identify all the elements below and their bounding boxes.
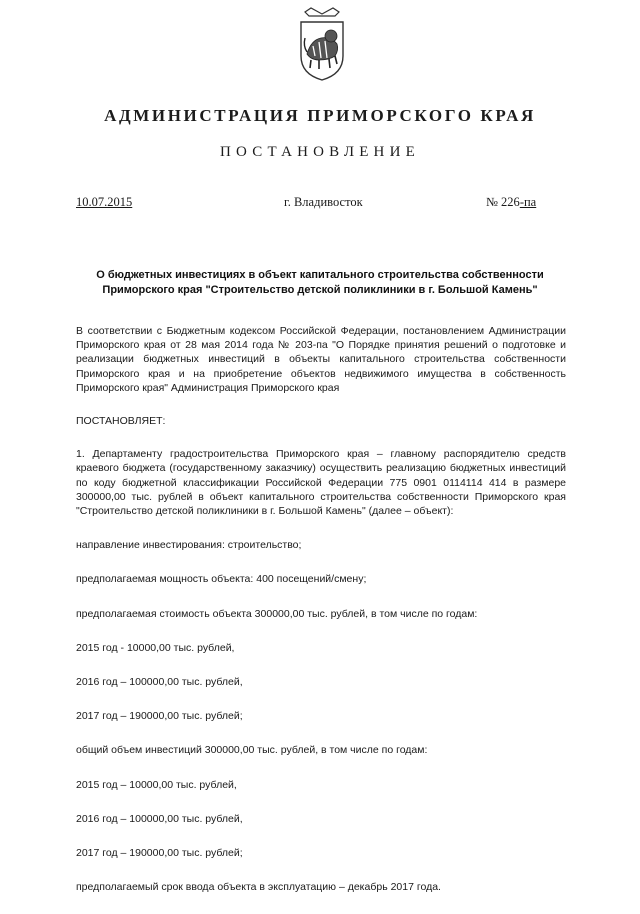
document-number-suffix: -па — [519, 195, 537, 209]
document-city: г. Владивосток — [284, 195, 363, 209]
list-item: общий объем инвестиций 300000,00 тыс. рублей, в том числе по годам: — [76, 744, 428, 757]
list-item: предполагаемая стоимость объекта 300000,00 тыс. рублей, в том числе по годам: — [76, 607, 478, 620]
document-date: 10.07.2015 — [76, 195, 133, 209]
list-item: предполагаемая мощность объекта: 400 посещений/смену; — [76, 573, 367, 586]
document-body — [76, 324, 566, 914]
document-number — [486, 195, 536, 210]
document-heading — [70, 268, 570, 298]
heading-line-1: О бюджетных инвестициях в объект капитального строительства собственности — [96, 269, 544, 281]
organization-title: АДМИНИСТРАЦИЯ ПРИМОРСКОГО КРАЯ — [104, 106, 536, 125]
document-type: ПОСТАНОВЛЕНИЕ — [220, 144, 420, 160]
list-item: 2016 год – 100000,00 тыс. рублей, — [76, 812, 243, 825]
document-number-prefix: № 226 — [486, 195, 520, 209]
list-item: 2017 год – 190000,00 тыс. рублей; — [76, 710, 243, 723]
list-item: 2015 год - 10000,00 тыс. рублей, — [76, 641, 235, 654]
list-item: 2017 год – 190000,00 тыс. рублей; — [76, 847, 243, 860]
list-item: 2016 год – 100000,00 тыс. рублей, — [76, 676, 243, 689]
list-item: 2015 год – 10000,00 тыс. рублей, — [76, 778, 237, 791]
coat-of-arms-icon — [297, 6, 347, 82]
list-item: направление инвестирования: строительство; — [76, 539, 302, 552]
list-item: предполагаемый срок ввода объекта в эксплуатацию – декабрь 2017 года. — [76, 881, 441, 894]
intro-paragraph: В соответствии с Бюджетным кодексом Российской Федерации, постановлением Администрации Приморского края от 28 мая 2014 года № 203-па "О Порядке принятия решений о подготовке и реализации бюджетных инвестиций в объекты капитального строительства собственности Приморского края и на приобретение объектов недвижимого имущества в собственность Приморского края" Администрация Приморского края — [76, 325, 566, 394]
resolves-heading: ПОСТАНОВЛЯЕТ: — [76, 415, 166, 428]
heading-line-2: Приморского края "Строительство детской поликлиники в г. Большой Камень" — [102, 284, 538, 296]
item-1-paragraph: 1. Департаменту градостроительства Приморского края – главному распорядителю средств краевого бюджета (государственному заказчику) осуществить реализацию бюджетных инвестиций по коду бюджетной классификации Российской Федерации 775 0901 0114114 414 в размере 300000,00 тыс. рублей в объект капитального строительства собственности Приморского края "Строительство детской поликлиники в г. Большой Камень" (далее – объект): — [76, 448, 566, 518]
